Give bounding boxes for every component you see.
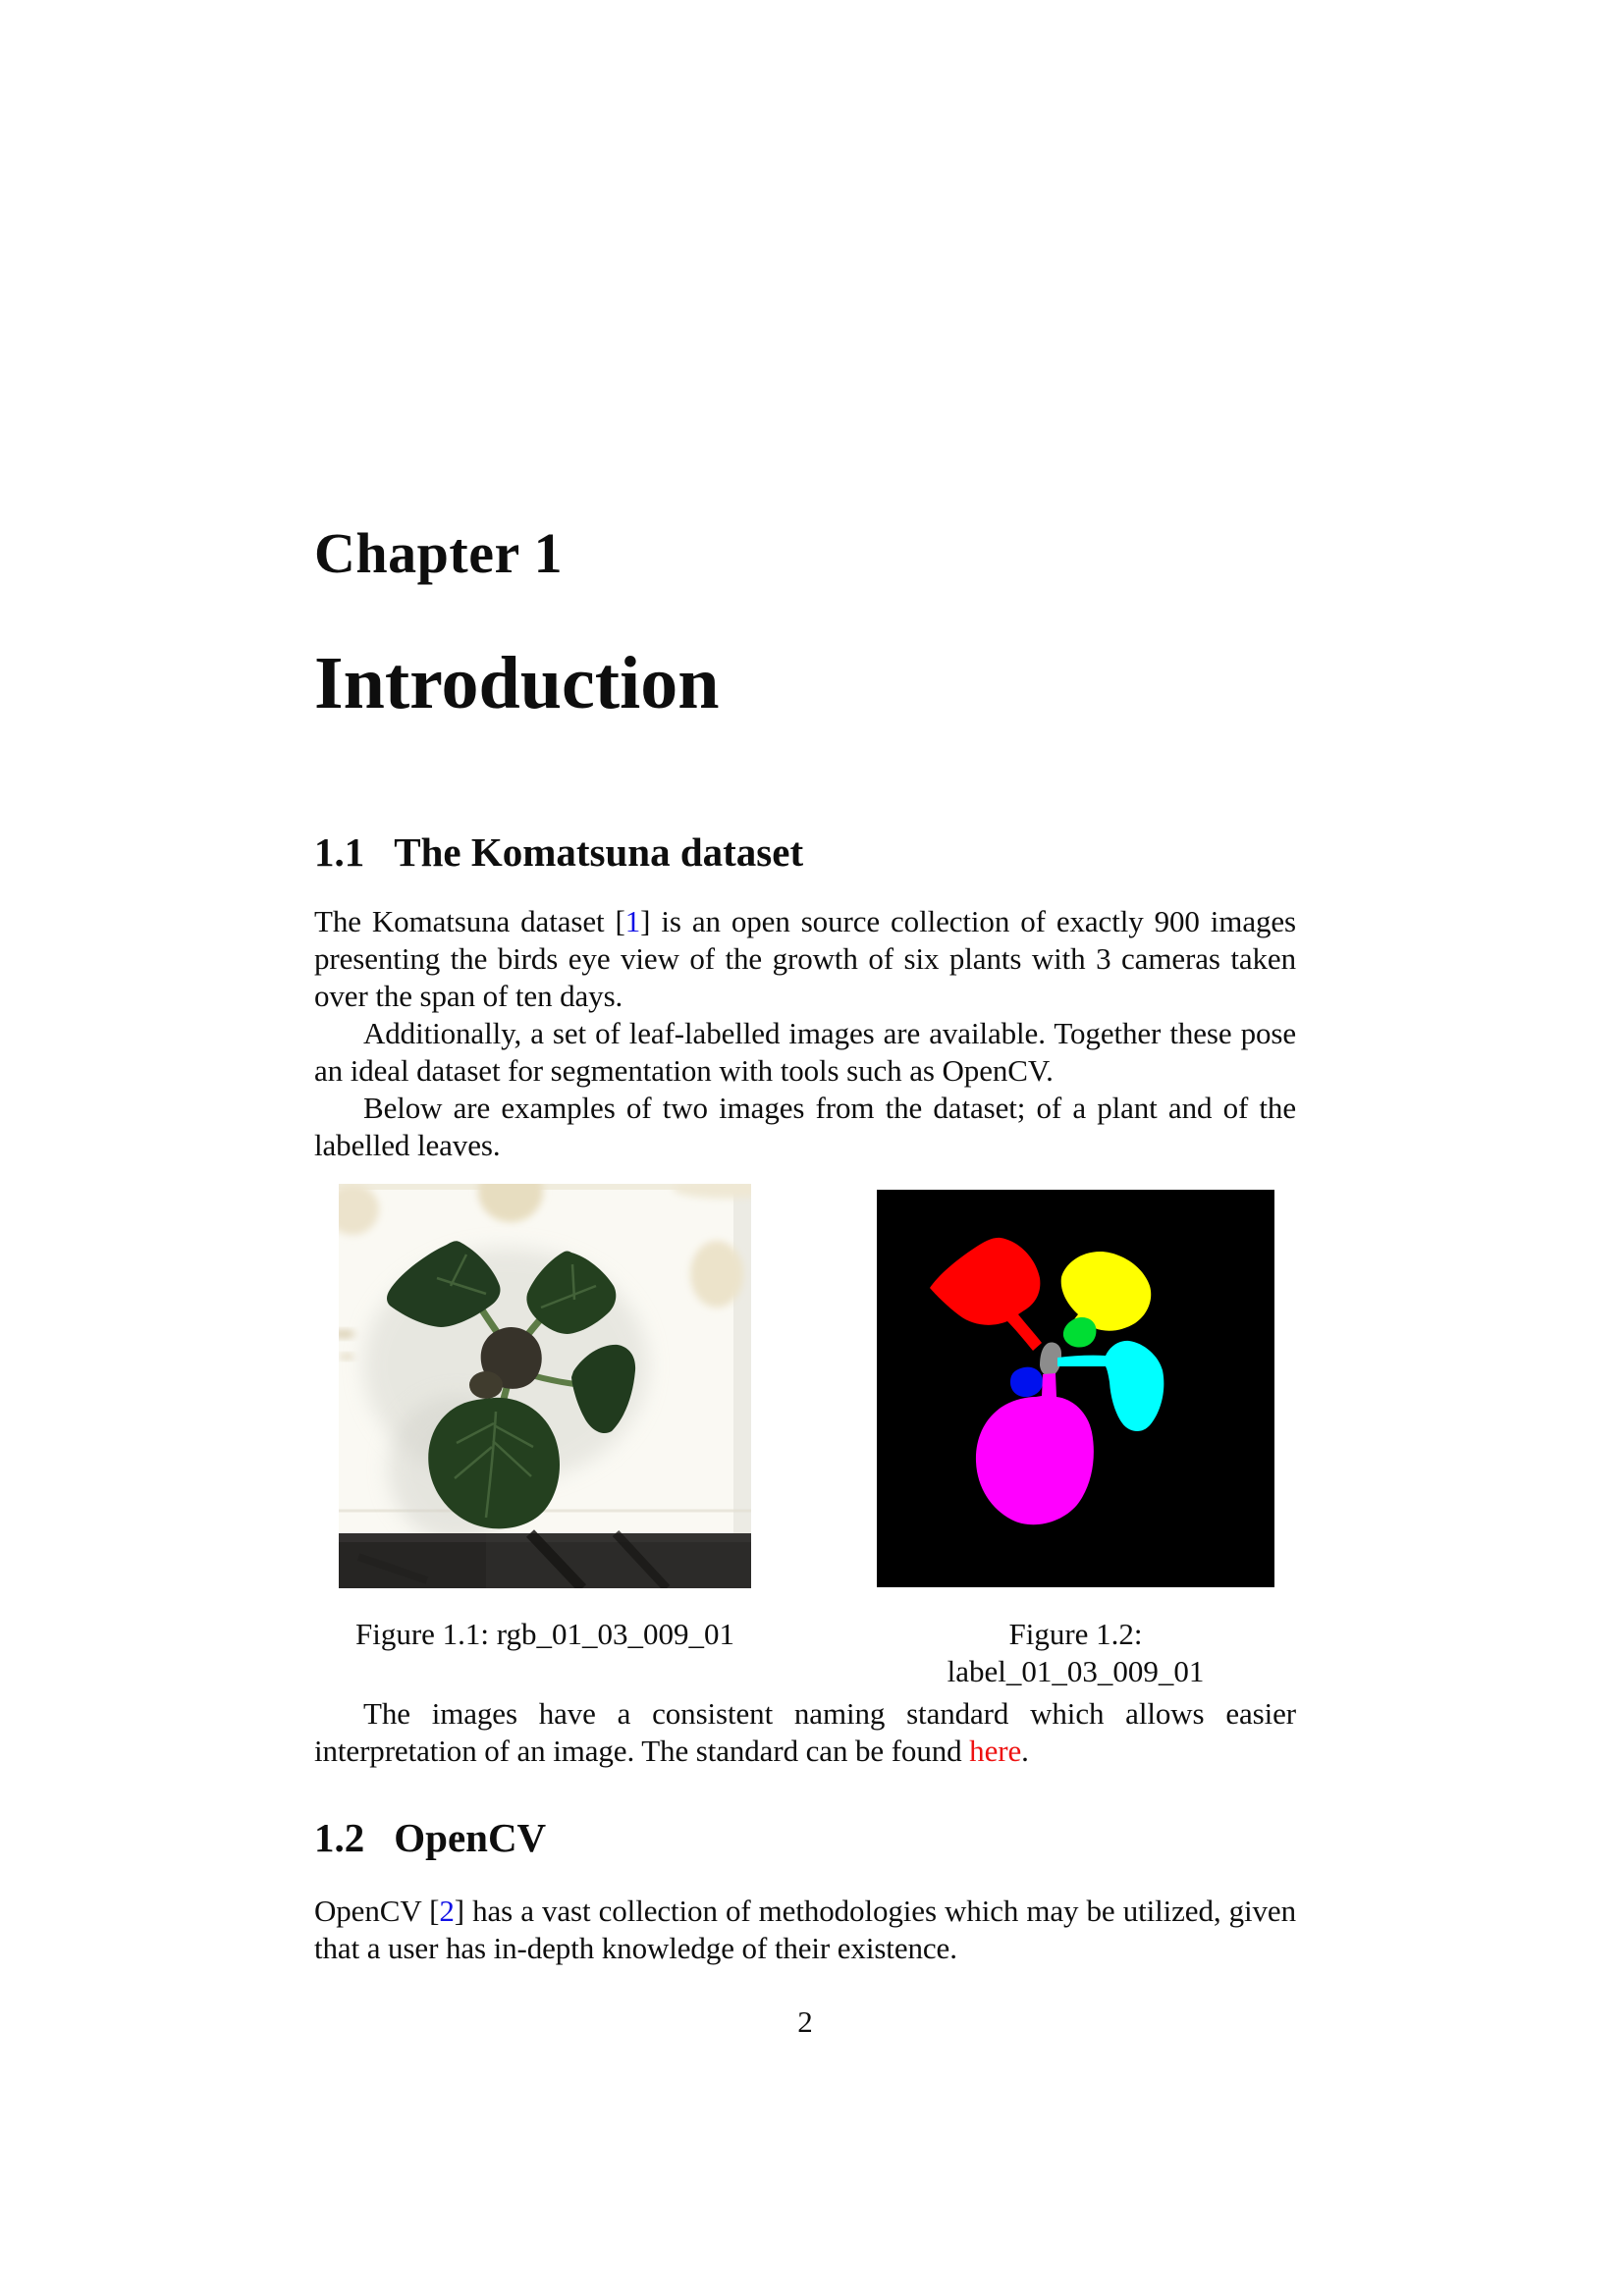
section-2-heading — [314, 1815, 1306, 1860]
section-1-body-continued — [314, 1695, 1296, 1770]
figure-1-1-caption: Figure 1.1: rgb_01_03_009_01 — [354, 1617, 735, 1651]
section-1-heading — [314, 829, 1306, 875]
section-1-number: 1.1 — [314, 829, 365, 875]
paragraph: Additionally, a set of leaf-labelled images are available. Together these pose an ideal dataset for segmentation with tools such as OpenCV. — [314, 1016, 1296, 1088]
section-2-body — [314, 1893, 1296, 1967]
chapter-label: Chapter 1 — [314, 521, 564, 585]
paragraph: Below are examples of two images from the dataset; of a plant and of the labelled leaves. — [314, 1091, 1296, 1162]
tray-hole — [690, 1241, 743, 1308]
paragraph — [314, 903, 1296, 1015]
figure-1-2-caption: Figure 1.2: label_01_03_009_01 — [947, 1617, 1205, 1688]
page-number: 2 — [797, 2004, 813, 2039]
figure-1-2-label-image — [877, 1190, 1274, 1587]
section-1-title: The Komatsuna dataset — [394, 829, 804, 875]
chapter-title: Introduction — [314, 642, 720, 724]
section-2-number: 1.2 — [314, 1815, 365, 1860]
paragraph-text: The images have a consistent naming standard which allows easier interpretation of an image. The standard can be found — [314, 1696, 1296, 1768]
paragraph — [314, 1695, 1296, 1770]
paragraph-text: ] is an open source collection of exactly 900 images presenting the birds eye view of the growth of six plants with 3 cameras taken over the span of ten days. — [314, 904, 1297, 1013]
paragraph-text: OpenCV [ — [314, 1894, 440, 1928]
paragraph — [314, 1893, 1296, 1967]
here-link[interactable]: here — [969, 1734, 1022, 1768]
section-2-title: OpenCV — [394, 1815, 547, 1860]
black-fabric-band — [339, 1533, 751, 1588]
citation-link-1[interactable]: 1 — [624, 904, 641, 938]
citation-link-2[interactable]: 2 — [439, 1894, 455, 1928]
label-background — [877, 1190, 1274, 1587]
paragraph-text: The Komatsuna dataset [ — [314, 904, 625, 938]
figure-1-1-plant-photo — [339, 1184, 751, 1588]
paragraph-text: ] has a vast collection of methodologies which may be utilized, given that a user has in-depth knowledge of their existence. — [314, 1894, 1296, 1965]
paragraph-text: . — [1021, 1734, 1029, 1768]
section-1-body — [314, 903, 1296, 1164]
